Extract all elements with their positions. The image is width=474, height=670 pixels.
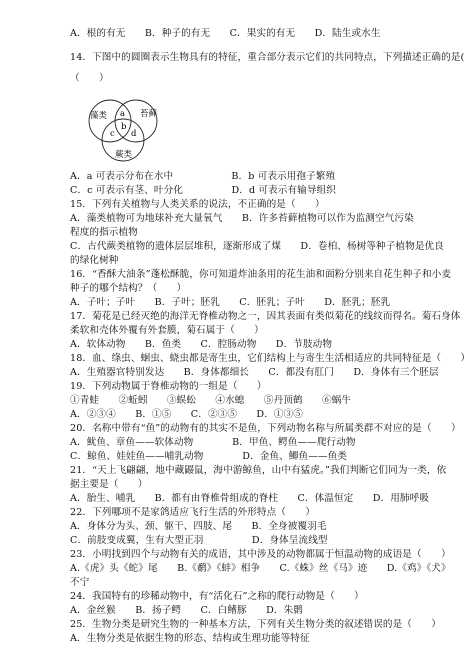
text-line: 柔软和壳体外覆有外套膜，菊石属于（ ） [70,325,264,336]
text-line: A．软体动物 B．鱼类 C．腔肠动物 D．节肢动物 [70,339,333,350]
question-14: 14．下图中的圆圈表示生物具有的特征，重合部分表示它们的共同特点，下列描述正确的是( [70,52,465,63]
question-18: 18．血、绦虫、蛔虫、蛲虫都是寄生虫，它们结构上与寄生生活相适应的共同特征是（ ） [70,353,471,364]
venn-label-fern: 蕨类 [115,150,133,160]
text-line: A．生物分类是依据生物的形态、结构或生理功能等特征 [70,633,310,644]
question-23: 23．小明找到四个与动物有关的成语，其中涉及的动物都属于恒温动物的成语是（ ） [70,549,451,560]
question-20: 20．名称中带有“鱼”的动物有的其实不是鱼，下列动物名称与所属类群不对应的是（ ） [70,423,461,434]
question-17: 17．菊花是已经灭绝的海洋无脊椎动物之一，因其表面有类似菊花的线纹而得名。菊石身体 [70,311,461,322]
text-line: A.《虎》头《蛇》尾 B.《鹬》《蚌》相争 C.《蛛》丝《马》迹 D.《鸡》《犬》 [70,563,451,574]
venn-region-d: d [131,129,137,139]
text-line: C．c 可表示有茎、叶分化 D．d 可表示有输导组织 [70,185,336,196]
text-line: （ ） [70,73,109,84]
text-line: C．鲸鱼、娃娃鱼——哺乳动物 D．金鱼、鲫鱼——鱼类 [70,451,347,462]
text-line: A．②③④ B．①⑤ C．②③⑤ D．①③⑤ [70,409,303,420]
text-line: 程度的指示植物 [70,227,138,238]
text-line: C．古代蕨类植物的遗体层层堆积，逐渐形成了煤 D．卷柏、杨树等种子植物是优良 [70,241,444,252]
question-15: 15．下列有关植物与人类关系的说法，不正确的是（ ） [70,199,325,210]
text-line: A．a 可表示分布在水中 B．b 可表示用孢子繁殖 [70,171,336,182]
venn-label-moss: 苔藓 [140,109,158,119]
question-19: 19．下列动物属于脊椎动物的一组是（ ） [70,381,267,392]
venn-label-algae: 藻类 [90,111,108,121]
text-line: 的绿化树种 [70,255,119,266]
text-line: A．生殖器官特别发达 B．身体都细长 C．都没有肛门 D．身体有三个胚层 [70,367,439,378]
venn-region-a: a [120,109,126,119]
text-line: A．金丝猴 B．扬子鳄 C．白鳍豚 D．朱鹮 [70,605,303,616]
question-16: 16．“香酥大油条”蓬松酥脆，你可知道炸油条用的花生油和面粉分别来自花生种子和小麦 [70,269,452,280]
venn-region-c: c [110,129,115,139]
text-line: A．鱿鱼、章鱼——软体动物 B．甲鱼、鳄鱼——爬行动物 [70,437,356,448]
venn-diagram [70,96,200,164]
text-line: 种子的哪个结构？（ ） [70,283,187,294]
venn-region-b: b [121,122,127,132]
text-line: A．身体分为头、颈、躯干、四肢、尾 B．全身被覆羽毛 [70,521,327,532]
question-22: 22．下列哪项不是家鸽适应飞行生活的外形特点（ ） [70,507,316,518]
question-24: 24．我国特有的珍稀动物中，有“活化石”之称的爬行动物是（ ） [70,591,364,602]
text-line: 据主要是（ ） [70,479,148,490]
text-line: 不宁 [70,577,90,588]
text-line: A．胎生、哺乳 B．都有由脊椎骨组成的脊柱 C．体温恒定 D．用肺呼吸 [70,493,429,504]
text-line: A．根的有无 B．种子的有无 C．果实的有无 D．陆生或水生 [70,28,381,39]
question-25: 25．生物分类是研究生物的一种基本方法，下列有关生物分类的叙述错误的是（ ） [70,619,442,630]
question-21: 21．“天上飞翩翩，地中藏鼹鼠，海中游鲸鱼，山中有猛虎。”我们判断它们同为一类，依 [70,465,447,476]
text-line: C．前肢变成翼，生有大型正羽 D．身体呈流线型 [70,535,328,546]
text-line: A．子叶；子叶 B．子叶；胚乳 C．胚乳；子叶 D．胚乳；胚乳 [70,297,391,308]
text-line: ①青蛙 ②蚯蚓 ③蜈蚣 ④水螅 ⑤丹顶鹤 ⑥蜗牛 [70,395,352,406]
text-line: A．藻类植物可为地球补充大量氧气 B．许多苔藓植物可以作为监测空气污染 [70,213,414,224]
